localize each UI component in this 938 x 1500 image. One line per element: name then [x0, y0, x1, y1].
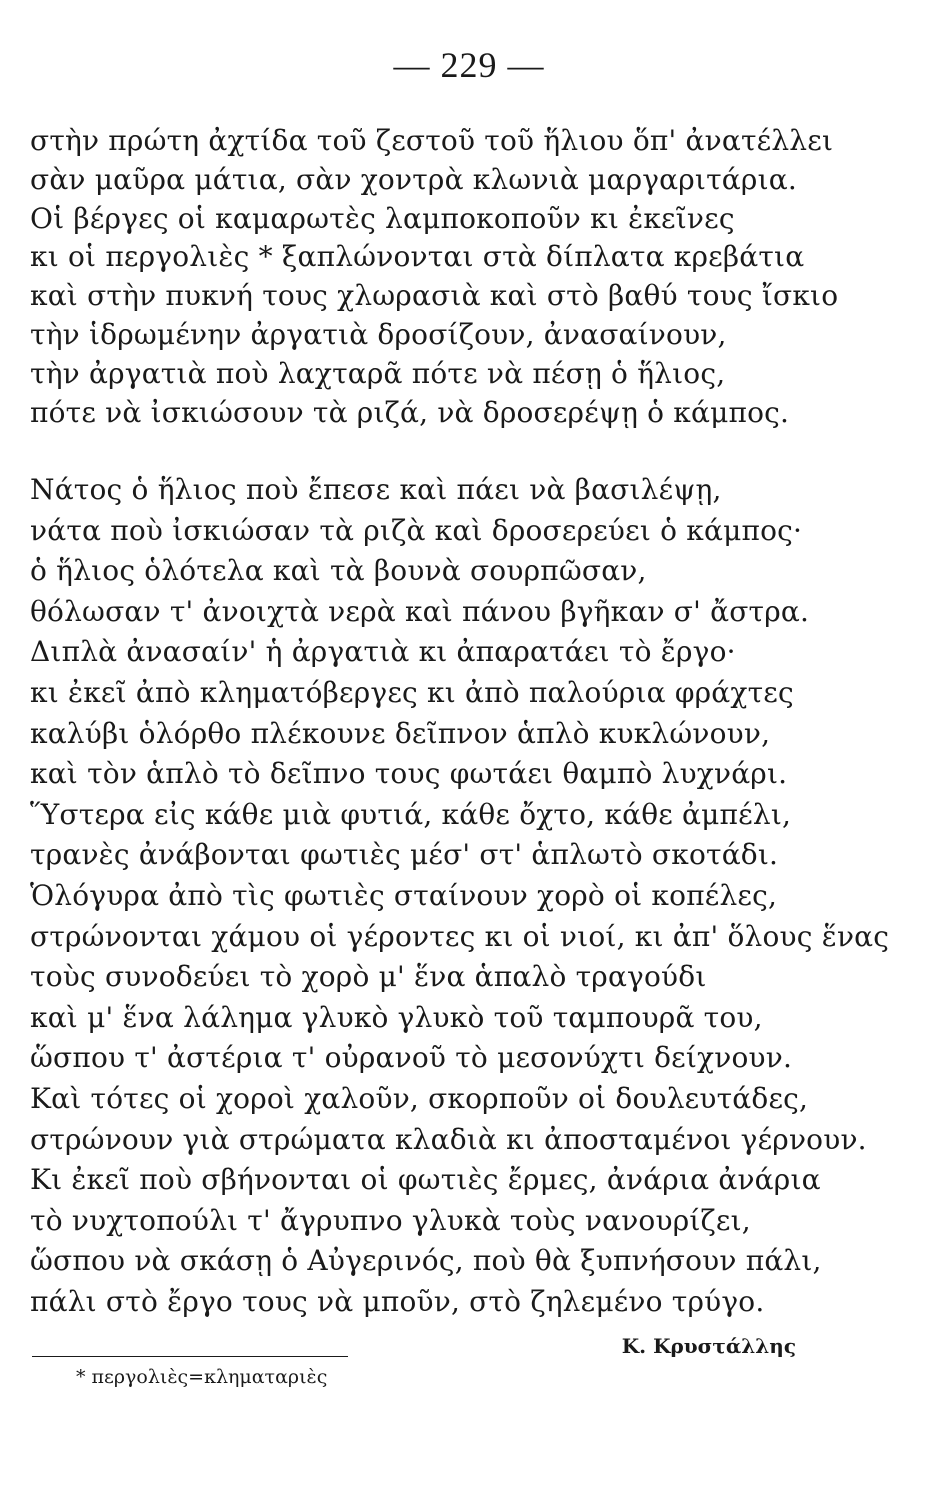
poem-line: Ὕστερα εἰς κάθε μιὰ φυτιά, κάθε ὄχτο, κάθε ἀμπέλι, [30, 797, 792, 831]
poem-line: Διπλὰ ἀνασαίν' ἡ ἀργατιὰ κι ἀπαρατάει τὸ ἔργο· [30, 635, 736, 669]
poem-line: καλύβι ὁλόρθο πλέκουνε δεῖπνον ἁπλὸ κυκλώνουν, [30, 716, 771, 750]
poem-line: τὸ νυχτοπούλι τ' ἄγρυπνο γλυκὰ τοὺς νανουρίζει, [30, 1203, 751, 1237]
poem-line: Οἱ βέργες οἱ καμαρωτὲς λαμποκοποῦν κι ἐκεῖνες [30, 201, 735, 235]
poem-line: στρώνουν γιὰ στρώματα κλαδιὰ κι ἀποσταμένοι γέρνουν. [30, 1122, 867, 1156]
poem-line: Κι ἐκεῖ ποὺ σβήνονται οἱ φωτιὲς ἔρμες, ἀνάρια ἀνάρια [30, 1163, 821, 1197]
poem-line: καὶ στὴν πυκνή τους χλωρασιὰ καὶ στὸ βαθύ τους ἴσκιο [30, 279, 839, 313]
poem-line: στρώνονται χάμου οἱ γέροντες κι οἱ νιοί, κι ἀπ' ὅλους ἕνας [30, 919, 890, 953]
poem-line: πότε νὰ ἰσκιώσουν τὰ ριζά, νὰ δροσερέψῃ ὁ κάμπος. [30, 395, 790, 429]
poem-line: νάτα ποὺ ἰσκιώσαν τὰ ριζὰ καὶ δροσερεύει ὁ κάμπος· [30, 513, 803, 547]
poem-line: τοὺς συνοδεύει τὸ χορὸ μ' ἕνα ἁπαλὸ τραγούδι [30, 960, 707, 994]
poem-line: κι ἐκεῖ ἀπὸ κληματόβεργες κι ἀπὸ παλούρια φράχτες [30, 675, 794, 709]
poem-line: τρανὲς ἀνάβονται φωτιὲς μέσ' στ' ἁπλωτὸ σκοτάδι. [30, 838, 779, 872]
poem-line: ὥσπου νὰ σκάσῃ ὁ Αὐγερινός, ποὺ θὰ ξυπνήσουν πάλι, [30, 1244, 822, 1278]
poem-author: Κ. Κρυστάλλης [621, 1334, 796, 1358]
poem-line: σὰν μαῦρα μάτια, σὰν χοντρὰ κλωνιὰ μαργαριτάρια. [30, 162, 797, 196]
poem-line: Νάτος ὁ ἥλιος ποὺ ἔπεσε καὶ πάει νὰ βασιλέψῃ, [30, 473, 722, 506]
page-number: — 229 — [393, 45, 545, 85]
poem-line: καὶ μ' ἕνα λάλημα γλυκὸ γλυκὸ τοῦ ταμπουρᾶ του, [30, 1000, 763, 1034]
poem-line: ὥσπου τ' ἀστέρια τ' οὐρανοῦ τὸ μεσονύχτι δείχνουν. [30, 1041, 793, 1075]
poem-line: ὁ ἥλιος ὁλότελα καὶ τὰ βουνὰ σουρπῶσαν, [30, 554, 647, 588]
footnote-divider [32, 1356, 348, 1357]
poem-line: τὴν ἱδρωμένην ἀργατιὰ δροσίζουν, ἀνασαίνουν, [30, 317, 727, 351]
poem-line: στὴν πρώτη ἀχτίδα τοῦ ζεστοῦ τοῦ ἥλιου ὅπ' ἀνατέλλει [30, 124, 834, 157]
poem-line: Καὶ τότες οἱ χοροὶ χαλοῦν, σκορποῦν οἱ δουλευτάδες, [30, 1081, 809, 1115]
poem-line: καὶ τὸν ἁπλὸ τὸ δεῖπνο τους φωτάει θαμπὸ λυχνάρι. [30, 757, 788, 791]
poem-line: κι οἱ περγολιὲς * ξαπλώνονται στὰ δίπλατα κρεβάτια [30, 240, 805, 274]
poem-line: τὴν ἀργατιὰ ποὺ λαχταρᾶ πότε νὰ πέσῃ ὁ ἥλιος, [30, 356, 726, 390]
poem-stanza-2 [30, 470, 890, 1322]
footnote: * περγολιὲς=κληματαριὲς [76, 1366, 328, 1388]
poem-stanza-1 [30, 122, 839, 432]
poem-line: θόλωσαν τ' ἀνοιχτὰ νερὰ καὶ πάνου βγῆκαν σ' ἄστρα. [30, 594, 810, 628]
poem-line: Ὁλόγυρα ἀπὸ τὶς φωτιὲς σταίνουν χορὸ οἱ κοπέλες, [30, 878, 778, 912]
poem-line: πάλι στὸ ἔργο τους νὰ μποῦν, στὸ ζηλεμένο τρύγο. [30, 1284, 765, 1318]
